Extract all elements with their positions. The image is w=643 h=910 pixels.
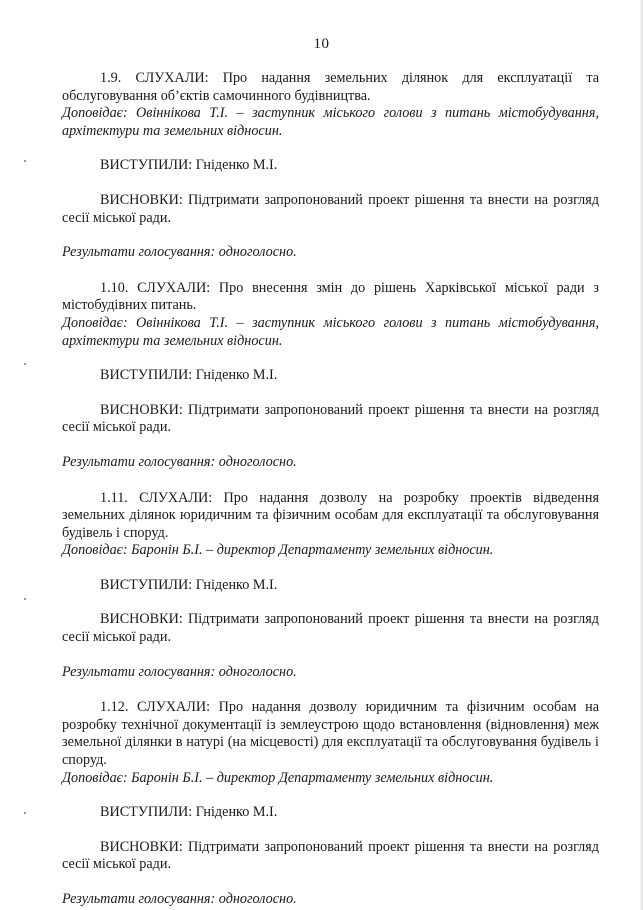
conclusions-paragraph: ВИСНОВКИ: Підтримати запропонований проект рішення та внести на розгляд сесії міської ради. [62,401,599,436]
conclusions-paragraph: ВИСНОВКИ: Підтримати запропонований проект рішення та внести на розгляд сесії міської ради. [62,838,599,873]
vote-result: Результати голосування: одноголосно. [62,453,297,470]
heard-paragraph: 1.9. СЛУХАЛИ: Про надання земельних ділянок для експлуатації та обслуговування об’єктів самочинного будівництва. [62,70,599,104]
reporter-line: Доповідає: Баронін Б.І. – директор Департаменту земельних відносин. [62,542,494,559]
spoke-line: ВИСТУПИЛИ: Гніденко М.І. [100,804,278,821]
page-number: 10 [313,36,330,52]
spoke-line: ВИСТУПИЛИ: Гніденко М.І. [100,576,278,593]
agenda-item-1-12 [62,699,599,908]
minutes-body [62,70,599,909]
heard-paragraph: 1.12. СЛУХАЛИ: Про надання дозволу юридичним та фізичним особам на розробку технічної документації із землеустрою щодо встановлення (відновлення) меж земельної ділянки в натурі (на місцевості) для експлуатації та обслуговування будівель і споруд. [62,699,599,769]
spoke-line: ВИСТУПИЛИ: Гніденко М.І. [100,157,278,174]
heard-paragraph: 1.11. СЛУХАЛИ: Про надання дозволу на розробку проектів відведення земельних ділянок юридичним та фізичним особам для експлуатації та обслуговування будівель і споруд. [62,489,599,541]
vote-result: Результати голосування: одноголосно. [62,891,297,907]
spoke-line: ВИСТУПИЛИ: Гніденко М.І. [100,367,278,384]
scan-speck [24,598,26,600]
agenda-item-1-10 [62,280,599,490]
scan-speck [24,363,26,365]
scan-speck [24,812,26,814]
reporter-line: Доповідає: Баронін Б.І. – директор Департаменту земельних відносин. [62,769,494,786]
conclusions-paragraph: ВИСНОВКИ: Підтримати запропонований проект рішення та внести на розгляд сесії міської ради. [62,191,599,226]
scan-speck [24,160,26,162]
agenda-item-1-9 [62,70,599,280]
reporter-line: Доповідає: Овіннікова Т.І. – заступник міського голови з питань містобудування, архітектури та земельних відносин. [62,314,599,349]
vote-result: Результати голосування: одноголосно. [62,663,297,680]
conclusions-paragraph: ВИСНОВКИ: Підтримати запропонований проект рішення та внести на розгляд сесії міської ради. [62,611,599,646]
vote-result: Результати голосування: одноголосно. [62,244,297,261]
agenda-item-1-11 [62,490,599,700]
reporter-line: Доповідає: Овіннікова Т.І. – заступник міського голови з питань містобудування, архітектури та земельних відносин. [62,105,599,139]
heard-paragraph: 1.10. СЛУХАЛИ: Про внесення змін до рішень Харківської міської ради з містобудівних питань. [62,279,599,314]
